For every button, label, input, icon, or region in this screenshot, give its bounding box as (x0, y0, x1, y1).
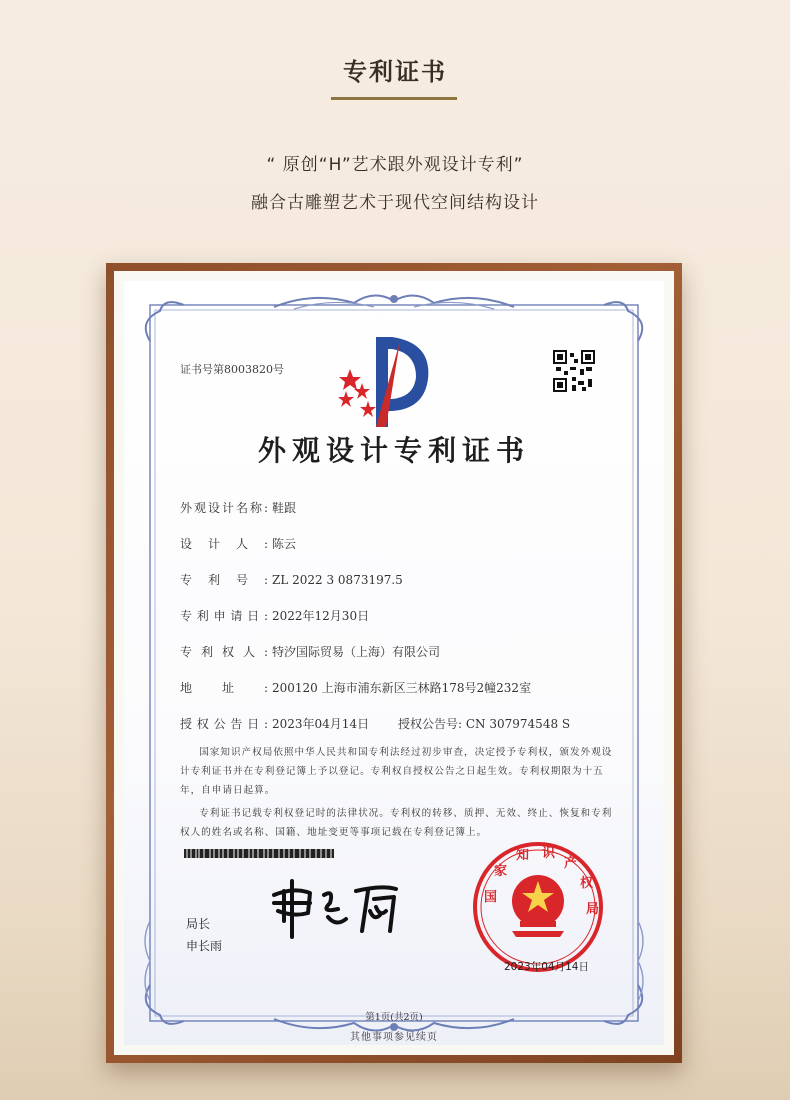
certificate-title: 外观设计专利证书 (257, 434, 530, 467)
tagline-2: 融合古雕塑艺术于现代空间结构设计 (251, 193, 539, 213)
certificate-number: 证书号第8003820号 (180, 363, 284, 376)
legal-status-note: 专利证书记载专利权登记时的法律状况。专利权的转移、质押、无效、终止、恢复和专利权人的姓名或名称、国籍、地址变更等事项记载在专利登记簿上。 (180, 808, 613, 838)
picture-frame (106, 263, 682, 1063)
field-designer: 设计人: 陈云 (180, 537, 297, 551)
barcode-icon (184, 849, 334, 858)
frame-mat (114, 271, 674, 1055)
field-filing-date: 专利申请日: 2022年12月30日 (180, 609, 370, 623)
title-underline (331, 97, 457, 100)
svg-text:家: 家 (494, 864, 508, 879)
svg-text:局: 局 (586, 902, 600, 917)
seal-stamp-icon (475, 844, 601, 970)
page-title: 专利证书 (343, 58, 447, 86)
field-patent-number: 专利号: ZL 2022 3 0873197.5 (180, 573, 403, 587)
seal-date: 2023年04月14日 (504, 961, 589, 973)
qr-code-icon (554, 351, 594, 391)
patent-certificate (124, 281, 664, 1045)
field-grant-publication-number: 授权公告号: CN 307974548 S (398, 717, 571, 731)
field-grant-date: 授权公告日: 2023年04月14日 (180, 717, 370, 731)
svg-text:知: 知 (516, 848, 530, 863)
field-patentee: 专利权人: 特汐国际贸易（上海）有限公司 (180, 645, 441, 659)
page-number: 第1页(共2页) (365, 1012, 423, 1023)
svg-text:识: 识 (542, 846, 556, 861)
director-name: 申长雨 (186, 939, 223, 953)
field-address: 地址: 200120 上海市浦东新区三林路178号2幢232室 (180, 681, 532, 695)
field-design-name: 外观设计名称: 鞋跟 (180, 501, 297, 515)
svg-text:产: 产 (564, 856, 578, 871)
svg-text:国: 国 (484, 890, 498, 905)
cnipa-logo-icon (338, 337, 428, 427)
grant-statement: 国家知识产权局依照中华人民共和国专利法经过初步审查，决定授予专利权，颁发外观设计专利证书并在专利登记簿上予以登记。专利权自授权公告之日起生效。专利权期限为十五年，自申请日起算。 (180, 747, 613, 796)
tagline-1: “ 原创“H”艺术跟外观设计专利” (266, 155, 524, 175)
continue-note: 其他事项参见续页 (350, 1032, 438, 1043)
svg-text:权: 权 (580, 876, 594, 891)
signature-icon (274, 881, 396, 937)
director-title: 局长 (186, 917, 211, 931)
